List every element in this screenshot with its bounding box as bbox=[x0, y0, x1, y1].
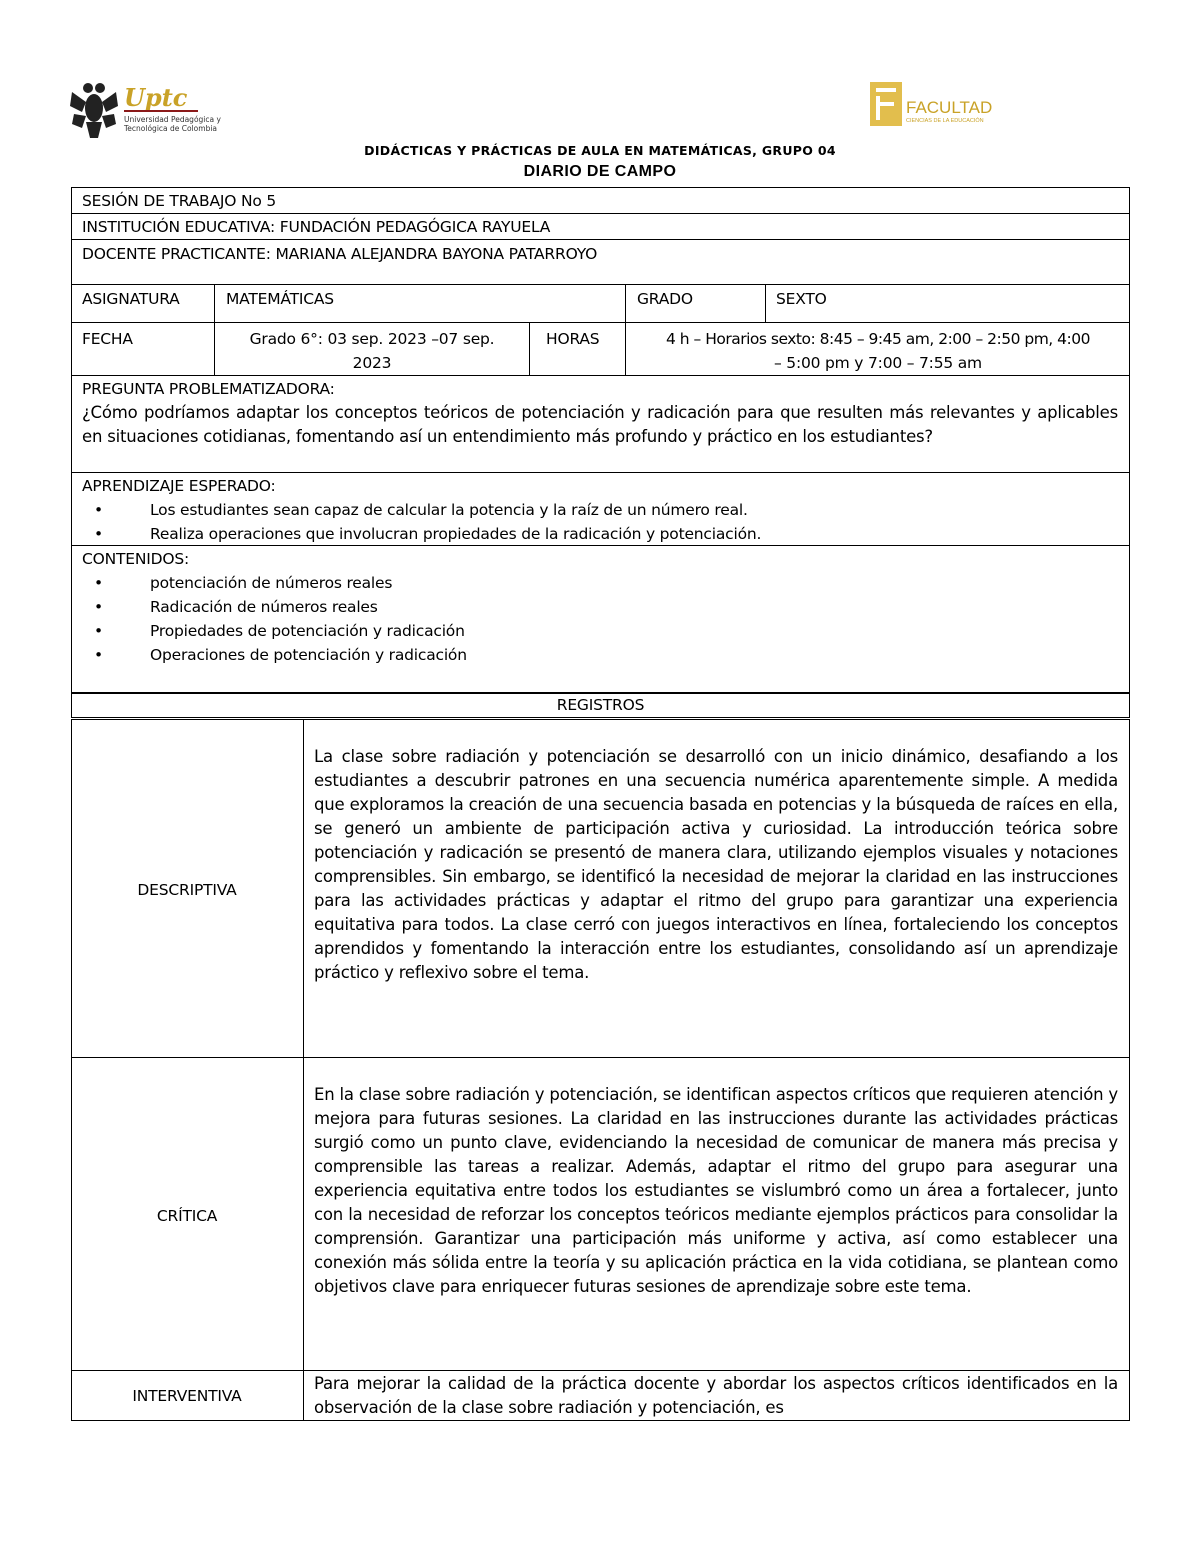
contenidos-list bbox=[82, 571, 1122, 667]
list-item: • Radicación de números reales bbox=[94, 598, 378, 616]
svg-text:CIENCIAS DE LA EDUCACIÓN: CIENCIAS DE LA EDUCACIÓN bbox=[906, 118, 984, 124]
list-item: • Propiedades de potenciación y radicación bbox=[94, 622, 465, 640]
pregunta-label: PREGUNTA PROBLEMATIZADORA: bbox=[82, 380, 335, 398]
fecha-value-line1: Grado 6°: 03 sep. 2023 –07 sep. bbox=[249, 330, 495, 348]
svg-text:FACULTAD: FACULTAD bbox=[906, 98, 993, 117]
horas-value-line2: – 5:00 pm y 7:00 – 7:55 am bbox=[774, 354, 982, 372]
fecha-value-line2: 2023 bbox=[352, 354, 392, 372]
grado-value: SEXTO bbox=[776, 290, 827, 308]
registros-label: REGISTROS bbox=[556, 696, 645, 714]
descriptiva-label: DESCRIPTIVA bbox=[137, 881, 237, 899]
list-item: • Los estudiantes sean capaz de calcular la potencia y la raíz de un número real. bbox=[94, 501, 748, 519]
horas-value bbox=[628, 327, 1128, 375]
grado-label: GRADO bbox=[637, 290, 693, 308]
list-item: • potenciación de números reales bbox=[94, 574, 393, 592]
horas-label: HORAS bbox=[546, 330, 600, 348]
institucion-label: INSTITUCIÓN EDUCATIVA: FUNDACIÓN PEDAGÓGICA RAYUELA bbox=[82, 218, 551, 236]
document-title: DIDÁCTICAS Y PRÁCTICAS DE AULA EN MATEMÁTICAS, GRUPO 04 bbox=[364, 143, 836, 158]
interventiva-text: Para mejorar la calidad de la práctica docente y abordar los aspectos críticos identificados en la observación de la clase sobre radiación y potenciación, es bbox=[314, 1374, 1118, 1417]
sesion-label: SESIÓN DE TRABAJO No 5 bbox=[82, 192, 277, 210]
list-item: • Realiza operaciones que involucran propiedades de la radicación y potenciación. bbox=[94, 525, 762, 543]
list-item: • Operaciones de potenciación y radicación bbox=[94, 646, 467, 664]
asignatura-value: MATEMÁTICAS bbox=[226, 290, 334, 308]
aprendizaje-label: APRENDIZAJE ESPERADO: bbox=[82, 477, 276, 495]
fecha-value bbox=[216, 327, 528, 375]
asignatura-label: ASIGNATURA bbox=[82, 290, 180, 308]
critica-label: CRÍTICA bbox=[156, 1207, 218, 1225]
facultad-logo bbox=[868, 80, 996, 130]
critica-text: En la clase sobre radiación y potenciación, se identifican aspectos críticos que requieren atención y mejora para futuras sesiones. La claridad en las instrucciones durante las actividades prácticas surgió como un punto clave, evidenciando la necesidad de comunicar de manera más precisa y comprensible las tareas a realizar. Además, adaptar el ritmo del grupo para asegurar una experiencia equitativa entre todos los estudiantes se vislumbró como un área a fortalecer, junto con la necesidad de reforzar los conceptos teóricos mediante ejemplos prácticos para consolidar la comprensión. Garantizar una participación más uniforme y activa, así como establecer una conexión más sólida entre la teoría y su aplicación práctica en la vida cotidiana, se plantean como objetivos clave para enriquecer futuras sesiones de aprendizaje sobre este tema. bbox=[314, 1085, 1118, 1296]
eagle-crest-icon bbox=[68, 78, 228, 144]
docente-label: DOCENTE PRACTICANTE: MARIANA ALEJANDRA BAYONA PATARROYO bbox=[82, 245, 598, 263]
uptc-logo bbox=[68, 78, 228, 144]
contenidos-label: CONTENIDOS: bbox=[82, 550, 190, 568]
svg-text:Uptc: Uptc bbox=[124, 83, 188, 112]
pregunta-text: ¿Cómo podríamos adaptar los conceptos teóricos de potenciación y radicación para que resulten más relevantes y aplicables en situaciones cotidianas, fomentando así un entendimiento más profundo y práctico en los estudiantes? bbox=[82, 403, 1118, 446]
document-subtitle: DIARIO DE CAMPO bbox=[523, 163, 677, 180]
aprendizaje-list bbox=[82, 498, 1122, 546]
horas-value-line1: 4 h – Horarios sexto: 8:45 – 9:45 am, 2:00 – 2:50 pm, 4:00 bbox=[666, 330, 1090, 348]
fecha-label: FECHA bbox=[82, 330, 133, 348]
descriptiva-text: La clase sobre radiación y potenciación se desarrolló con un inicio dinámico, desafiando a los estudiantes a descubrir patrones en una secuencia numérica aparentemente simple. A medida que exploramos la creación de una secuencia basada en potencias y la búsqueda de raíces en ella, se generó un ambiente de participación activa y curiosidad. La introducción teórica sobre potenciación y radicación se presentó de manera clara, utilizando ejemplos visuales y notaciones comprensibles. Sin embargo, se identificó la necesidad de mejorar la claridad en las instrucciones para las actividades prácticas y adaptar el ritmo del grupo para garantizar una experiencia equitativa para todos. La clase cerró con juegos interactivos en línea, fortaleciendo los conceptos aprendidos y fomentando la interacción entre los estudiantes, consolidando así un aprendizaje práctico y reflexivo sobre el tema. bbox=[314, 747, 1118, 982]
svg-text:Tecnológica de Colombia: Tecnológica de Colombia bbox=[124, 124, 218, 133]
svg-text:Universidad Pedagógica y: Universidad Pedagógica y bbox=[124, 115, 221, 124]
interventiva-label: INTERVENTIVA bbox=[132, 1387, 242, 1405]
